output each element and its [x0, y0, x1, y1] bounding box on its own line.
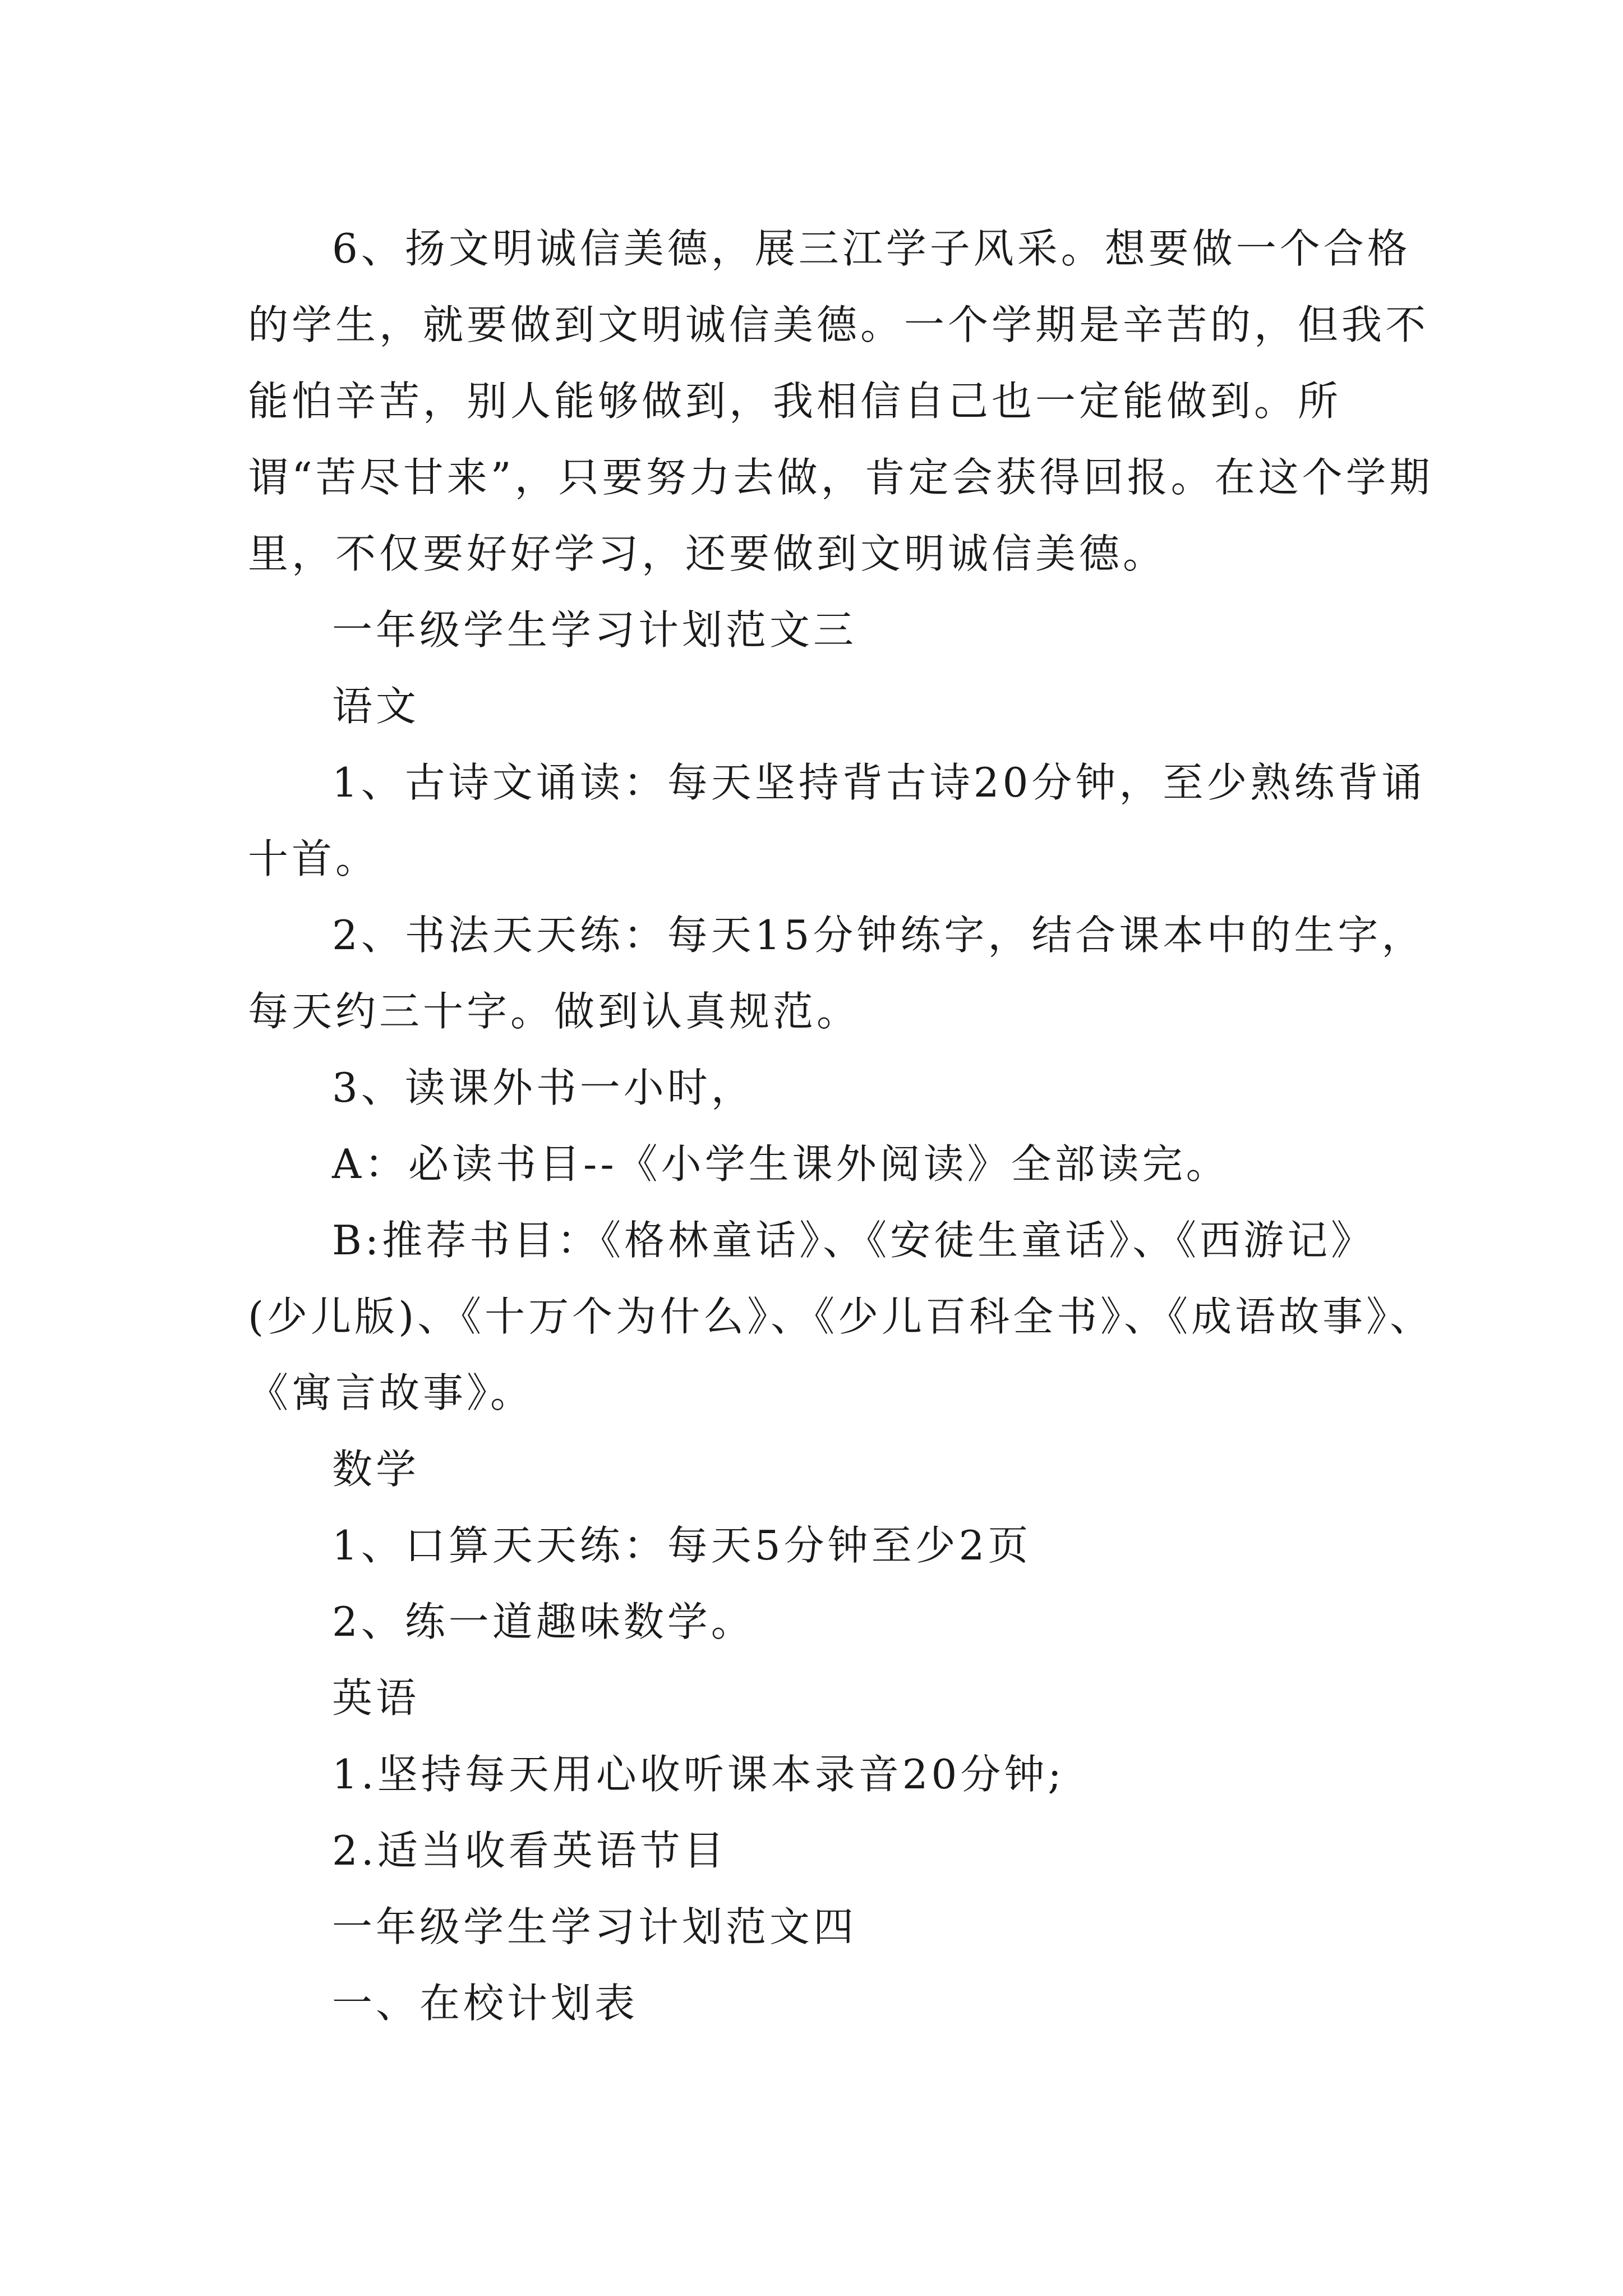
list-item-oral-arithmetic: 1、口算天天练：每天5分钟至少2页	[332, 1522, 1032, 1569]
subject-heading-math: 数学	[332, 1446, 420, 1493]
list-item-english-programs: 2.适当收看英语节目	[332, 1827, 727, 1874]
document-body	[248, 210, 1437, 2041]
subject-heading-chinese: 语文	[332, 683, 420, 730]
list-item-calligraphy: 2、书法天天练：每天15分钟练字，结合课本中的生字，每天约三十字。做到认真规范。	[248, 912, 1426, 1035]
list-item-fun-math: 2、练一道趣味数学。	[332, 1598, 755, 1645]
list-item-recommended-books: B:推荐书目：《格林童话》、《安徒生童话》、《西游记》(少儿版)、《十万个为什么》、《少儿百科全书》、《成语故事》、《寓言故事》。	[248, 1217, 1434, 1416]
paragraph-civility: 6、扬文明诚信美德，展三江学子风采。想要做一个合格的学生，就要做到文明诚信美德。一个学期是辛苦的，但我不能怕辛苦，别人能够做到，我相信自己也一定能做到。所谓“苦尽甘来”，只要努力去做，肯定会获得回报。在这个学期里，不仅要好好学习，还要做到文明诚信美德。	[248, 225, 1433, 577]
section-heading-school-schedule: 一、在校计划表	[332, 1980, 639, 2027]
list-item-required-books: A：必读书目--《小学生课外阅读》全部读完。	[332, 1140, 1230, 1188]
list-item-reading: 3、读课外书一小时，	[332, 1064, 755, 1111]
subject-heading-english: 英语	[332, 1674, 420, 1722]
list-item-poetry: 1、古诗文诵读：每天坚持背古诗20分钟，至少熟练背诵十首。	[248, 759, 1426, 882]
section-heading-plan-three: 一年级学生学习计划范文三	[332, 606, 857, 654]
section-heading-plan-four: 一年级学生学习计划范文四	[332, 1903, 857, 1950]
list-item-listening: 1.坚持每天用心收听课本录音20分钟;	[332, 1751, 1065, 1798]
